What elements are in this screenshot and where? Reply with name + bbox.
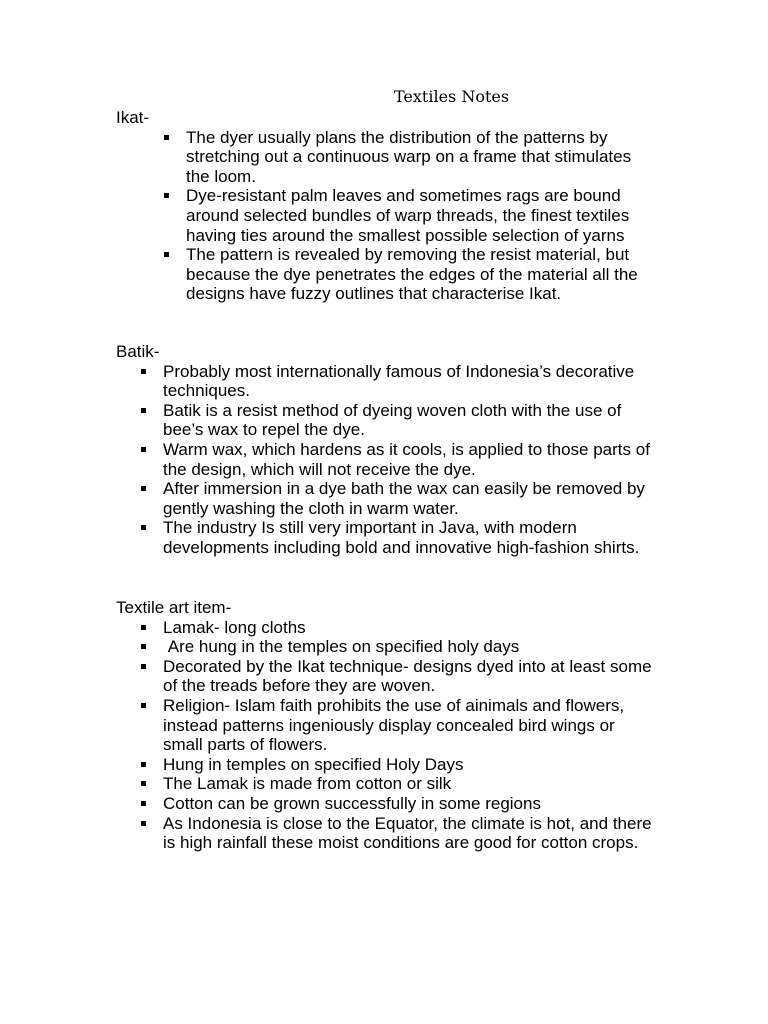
section-batik: [116, 342, 676, 558]
list-item-text: Probably most internationally famous of Indonesia’s decorative techniques.: [163, 361, 635, 401]
list-item: [163, 618, 658, 638]
square-bullet-icon: [164, 135, 169, 140]
list-item-text: The industry Is still very important in Java, with modern developments including bold and innovative high-fashion shirts.: [163, 518, 640, 557]
list-item: [163, 479, 658, 518]
square-bullet-icon: [141, 625, 146, 630]
square-bullet-icon: [141, 801, 146, 806]
list-item: [163, 774, 658, 794]
page-title: Textiles Notes: [394, 87, 510, 106]
list-item: [163, 440, 658, 479]
list-item: [163, 794, 658, 814]
list-item-text: Lamak- long cloths: [163, 617, 306, 637]
square-bullet-icon: [164, 252, 169, 257]
list-item: [163, 755, 658, 775]
list-item-text: Warm wax, which hardens as it cools, is applied to those parts of the design, which will not receive the dye.: [163, 439, 650, 479]
list-item-text: Decorated by the Ikat technique- designs dyed into at least some of the treads before they are woven.: [163, 656, 652, 696]
list-item-text: Batik is a resist method of dyeing woven cloth with the use of bee’s wax to repel the dye.: [163, 400, 622, 440]
list-item: [186, 245, 656, 304]
list-item-text: Religion- Islam faith prohibits the use of ainimals and flowers, instead patterns ingeniously display concealed bird wings or small parts of flowers.: [163, 695, 625, 755]
list-item-text: Cotton can be grown successfully in some regions: [163, 793, 541, 813]
list-item: [186, 186, 656, 245]
square-bullet-icon: [141, 486, 146, 491]
list-item-text: Dye-resistant palm leaves and sometimes rags are bound around selected bundles of warp threads, the finest textiles having ties around the smallest possible selection of yarns: [186, 186, 630, 245]
section-heading-batik: Batik-: [116, 342, 160, 361]
list-item: [163, 518, 658, 557]
section-heading-textile-art-item: Textile art item-: [116, 598, 232, 617]
square-bullet-icon: [141, 781, 146, 786]
list-item: [163, 401, 658, 440]
list-item-text: After immersion in a dye bath the wax can easily be removed by gently washing the cloth in warm water.: [163, 479, 645, 518]
list-item-text: The Lamak is made from cotton or silk: [163, 774, 452, 794]
square-bullet-icon: [141, 369, 146, 374]
section-ikat: [116, 108, 676, 304]
list-item-text: Are hung in the temples on specified holy days: [163, 637, 520, 657]
list-item: [163, 657, 658, 696]
list-item: [163, 696, 658, 755]
square-bullet-icon: [141, 762, 146, 767]
list-item: [163, 362, 658, 401]
square-bullet-icon: [164, 193, 169, 198]
list-item-text: The dyer usually plans the distribution of the patterns by stretching out a continuous warp on a frame that stimulates the loom.: [186, 127, 632, 186]
square-bullet-icon: [141, 525, 146, 530]
square-bullet-icon: [141, 821, 146, 826]
list-item-text: Hung in temples on specified Holy Days: [163, 754, 464, 774]
square-bullet-icon: [141, 644, 146, 649]
bullet-list-batik: [163, 362, 658, 558]
square-bullet-icon: [141, 447, 146, 452]
bullet-list-ikat: [186, 128, 656, 304]
list-item: [163, 814, 658, 853]
square-bullet-icon: [141, 408, 146, 413]
list-item-text: The pattern is revealed by removing the resist material, but because the dye penetrates the edges of the material all the designs have fuzzy outlines that characterise Ikat.: [186, 245, 638, 304]
square-bullet-icon: [141, 664, 146, 669]
list-item: [186, 128, 656, 187]
square-bullet-icon: [141, 703, 146, 708]
section-textile-art-item: [116, 598, 676, 853]
list-item: [163, 637, 658, 657]
section-heading-ikat: Ikat-: [116, 108, 150, 127]
list-item-text: As Indonesia is close to the Equator, the climate is hot, and there is high rainfall these moist conditions are good for cotton crops.: [163, 813, 652, 853]
bullet-list-textile-art-item: [163, 618, 658, 853]
